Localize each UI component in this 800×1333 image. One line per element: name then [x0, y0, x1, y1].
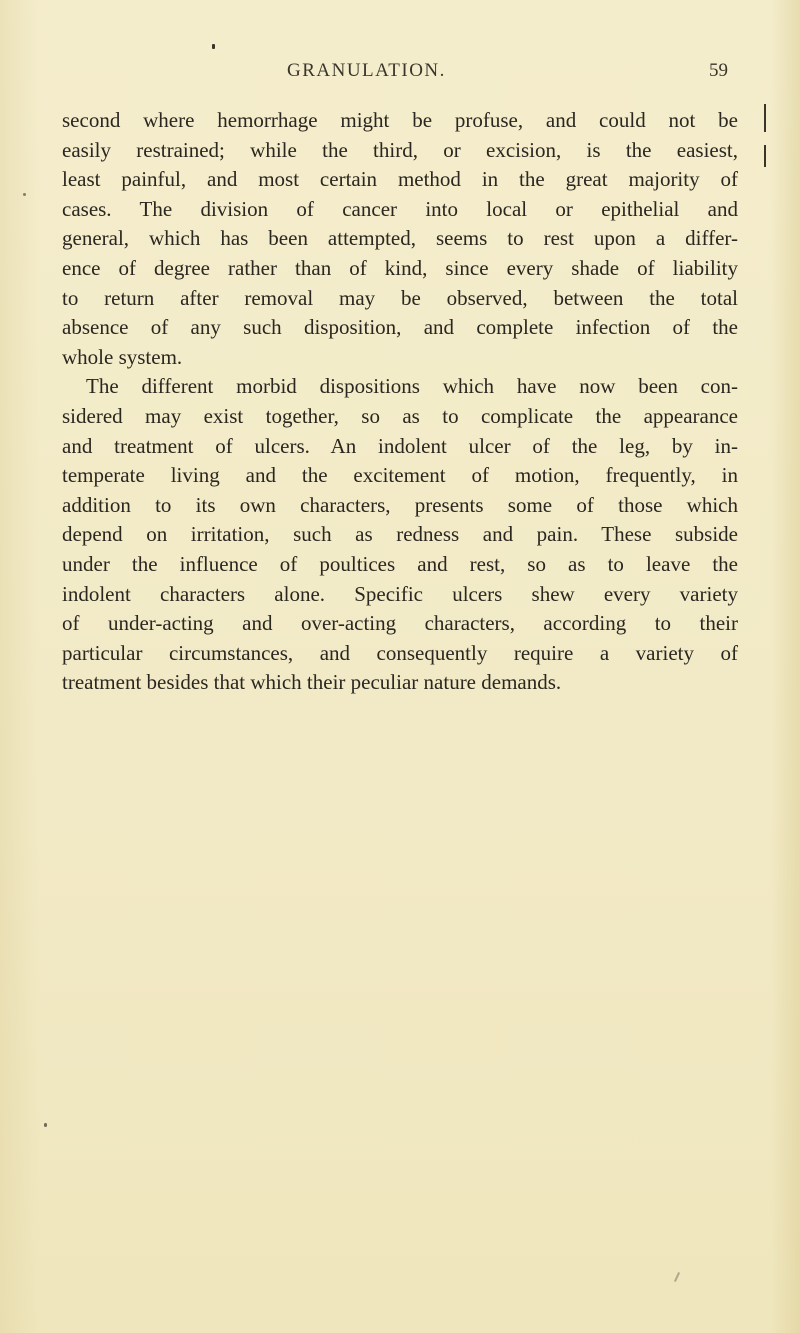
text-line: least painful, and most certain method in the great majority of: [62, 167, 738, 192]
text-line: and treatment of ulcers. An indolent ulcer of the leg, by in-: [62, 433, 738, 458]
text-line: second where hemorrhage might be profuse, and could not be: [62, 108, 738, 132]
body-text: [62, 106, 738, 698]
text-line: treatment besides that which their peculiar nature demands.: [62, 670, 562, 695]
chapter-title: GRANULATION.: [287, 60, 446, 81]
running-head: [0, 58, 800, 88]
text-line: depend on irritation, such as redness and pain. These subside: [62, 522, 738, 547]
text-line: ence of degree rather than of kind, since every shade of liability: [62, 255, 738, 280]
text-line: to return after removal may be observed, between the total: [62, 285, 738, 310]
text-line: particular circumstances, and consequently require a variety of: [62, 640, 738, 665]
paragraph-start: The different morbid dispositions which have now been con-: [86, 374, 738, 399]
text-line: temperate living and the excitement of motion, frequently, in: [62, 463, 738, 488]
text-line: under the influence of poultices and rest, so as to leave the: [62, 551, 738, 576]
ink-speck: [23, 193, 26, 196]
text-line: general, which has been attempted, seems to rest upon a differ-: [62, 226, 738, 251]
text-line: whole system.: [62, 344, 183, 369]
text-line: sidered may exist together, so as to complicate the appearance: [62, 403, 738, 428]
text-line: indolent characters alone. Specific ulcers shew every variety: [62, 581, 738, 606]
text-line: cases. The division of cancer into local or epithelial and: [62, 196, 738, 221]
text-line: easily restrained; while the third, or excision, is the easiest,: [62, 137, 738, 162]
ink-speck: [44, 1123, 47, 1127]
margin-line: [764, 145, 766, 167]
margin-line: [764, 104, 766, 132]
text-line: addition to its own characters, presents some of those which: [62, 492, 738, 517]
text-line: of under-acting and over-acting characters, according to their: [62, 611, 738, 636]
ink-speck: [212, 44, 215, 49]
ink-speck: [674, 1272, 680, 1282]
page-number: 59: [709, 60, 728, 81]
text-line: absence of any such disposition, and complete infection of the: [62, 315, 738, 340]
